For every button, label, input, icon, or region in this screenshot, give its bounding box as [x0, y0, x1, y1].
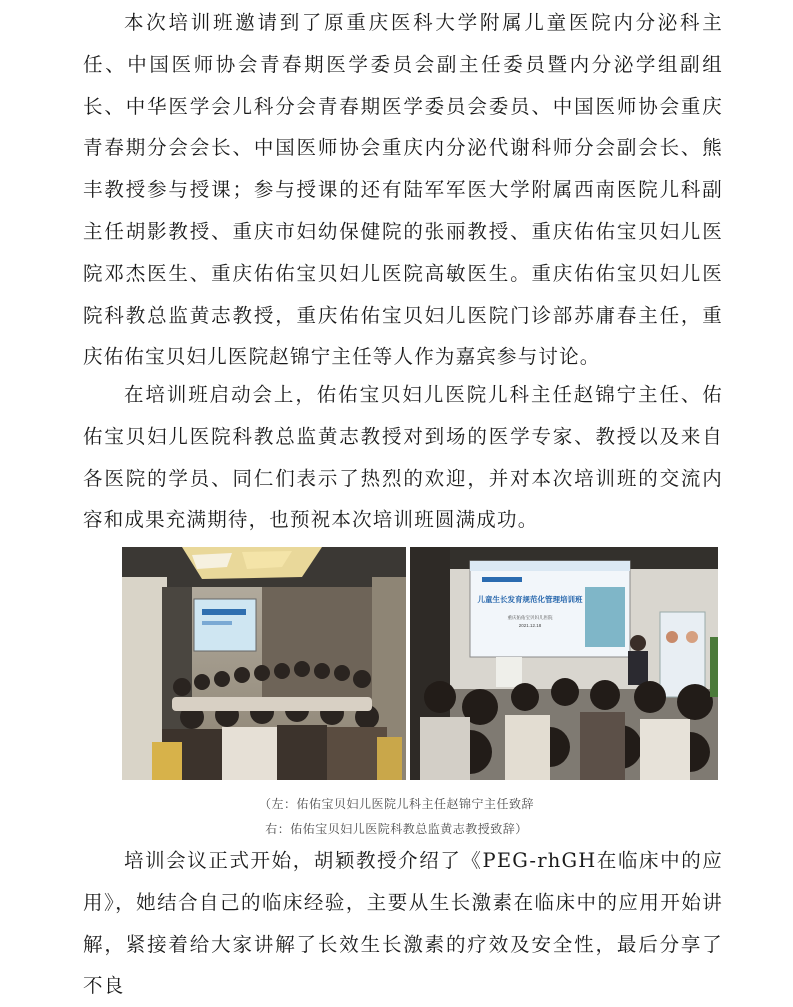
- photo-row: [122, 547, 718, 780]
- paragraph-speakers: 本次培训班邀请到了原重庆医科大学附属儿童医院内分泌科主任、中国医师协会青春期医学委员会副主任委员暨内分泌学组副组长、中华医学会儿科分会青春期医学委员会委员、中国医师协会重庆青春期分会会长、中国医师协会重庆内分泌代谢科师分会副会长、熊丰教授参与授课；参与授课的还有陆军军医大学附属西南医院儿科副主任胡影教授、重庆市妇幼保健院的张丽教授、重庆佑佑宝贝妇儿医院邓杰医生、重庆佑佑宝贝妇儿医院高敏医生。重庆佑佑宝贝妇儿医院科教总监黄志教授，重庆佑佑宝贝妇儿医院门诊部苏庸春主任，重庆佑佑宝贝妇儿医院赵锦宁主任等人作为嘉宾参与讨论。: [83, 11, 723, 369]
- paragraph-opening: 在培训班启动会上，佑佑宝贝妇儿医院儿科主任赵锦宁主任、佑佑宝贝妇儿医院科教总监黄志教授对到场的医学专家、教授以及来自各医院的学员、同仁们表示了热烈的欢迎，并对本次培训班的交流内容和成果充满期待，也预祝本次培训班圆满成功。: [83, 383, 723, 532]
- screen-hospital: 重庆佑佑宝贝妇儿医院: [507, 615, 553, 620]
- paragraph-lecture: 培训会议正式开始，胡颖教授介绍了《PEG-rhGH在临床中的应用》，她结合自己的临床经验，主要从生长激素在临床中的应用开始讲解，紧接着给大家讲解了长效生长激素的疗效及安全性，最后分享了不良: [83, 849, 723, 998]
- photo-right-presenter: [410, 547, 718, 780]
- photo-caption-line-2: 右：佑佑宝贝妇儿医院科教总监黄志教授致辞）: [265, 822, 528, 836]
- screen-date: 2021.12.18: [518, 623, 542, 628]
- photo-caption-line-1: （左：佑佑宝贝妇儿医院儿科主任赵锦宁主任致辞: [258, 797, 534, 811]
- photo-left-illustration: [122, 547, 406, 780]
- photo-left-audience: [122, 547, 406, 780]
- photo-right-illustration: [410, 547, 718, 780]
- screen-title: 儿童生长发育规范化管理培训班: [477, 595, 583, 604]
